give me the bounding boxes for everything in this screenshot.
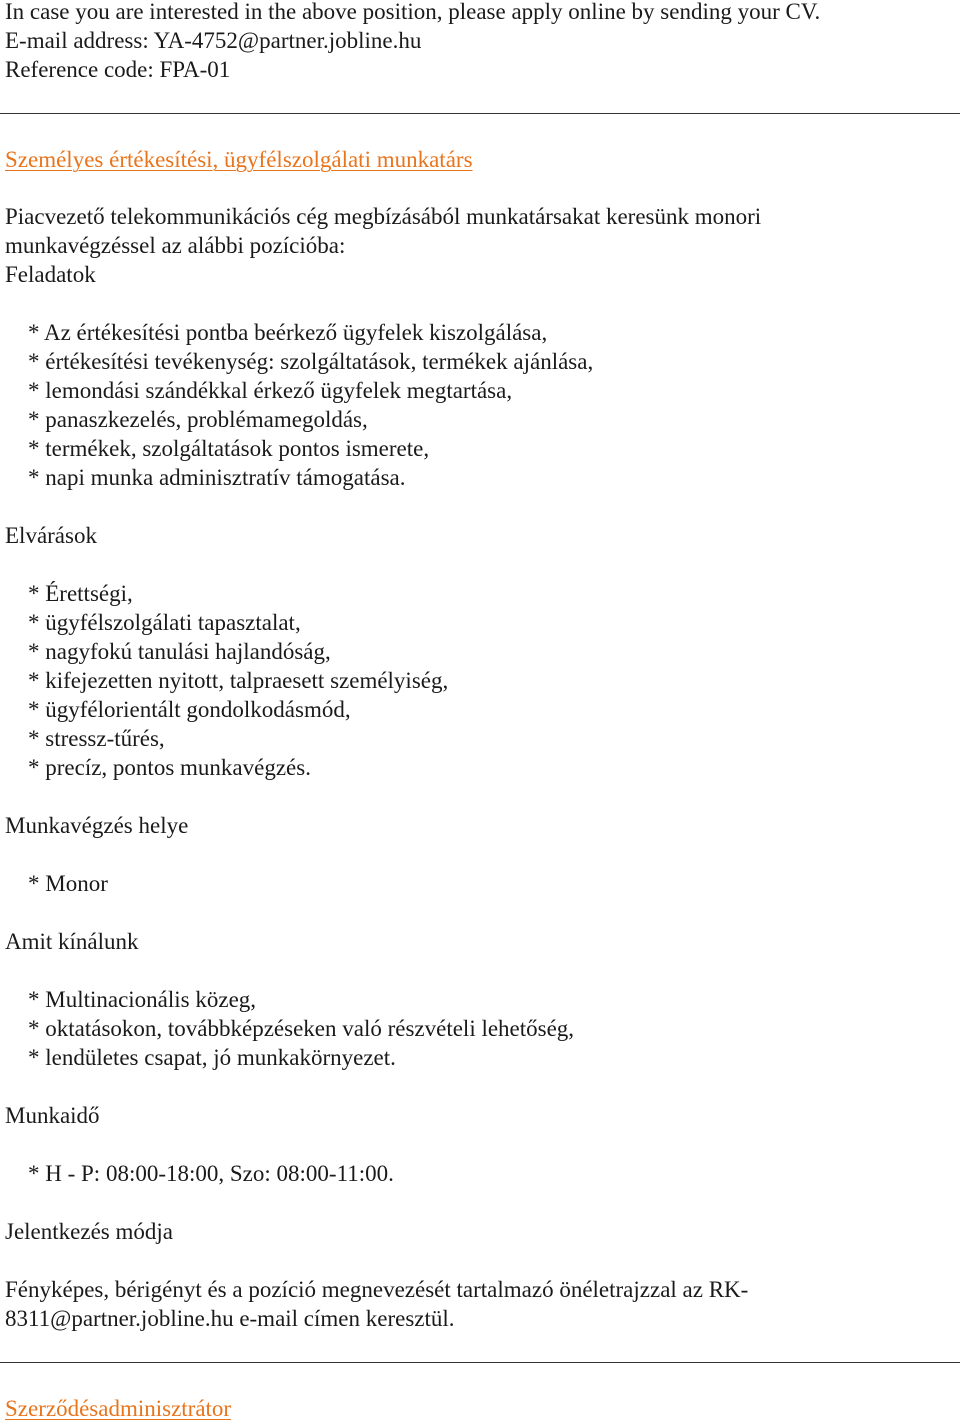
offer-heading: Amit kínálunk xyxy=(5,929,139,954)
location-heading: Munkavégzés helye xyxy=(5,813,189,838)
section-divider xyxy=(0,1362,960,1363)
job-title-link[interactable]: Személyes értékesítési, ügyfélszolgálati munkatárs xyxy=(5,147,473,172)
hours-heading: Munkaidő xyxy=(5,1103,100,1128)
tasks-heading: Feladatok xyxy=(5,262,96,287)
task-item: * napi munka adminisztratív támogatása. xyxy=(28,465,406,490)
intro-reference-code: Reference code: FPA-01 xyxy=(5,57,231,82)
requirement-item: * ügyfélorientált gondolkodásmód, xyxy=(28,697,351,722)
task-item: * lemondási szándékkal érkező ügyfelek megtartása, xyxy=(28,378,513,403)
task-item: * termékek, szolgáltatások pontos ismerete, xyxy=(28,436,430,461)
intro-apply-text: In case you are interested in the above position, please apply online by sending your CV. xyxy=(5,0,821,24)
requirement-item: * Érettségi, xyxy=(28,581,133,606)
requirement-item: * stressz-tűrés, xyxy=(28,726,165,751)
task-item: * panaszkezelés, problémamegoldás, xyxy=(28,407,368,432)
offer-item: * oktatásokon, továbbképzéseken való részvételi lehetőség, xyxy=(28,1016,575,1041)
offer-item: * lendületes csapat, jó munkakörnyezet. xyxy=(28,1045,396,1070)
requirement-item: * nagyfokú tanulási hajlandóság, xyxy=(28,639,331,664)
job-description: munkavégzéssel az alábbi pozícióba: xyxy=(5,233,346,258)
requirement-item: * precíz, pontos munkavégzés. xyxy=(28,755,311,780)
task-item: * Az értékesítési pontba beérkező ügyfelek kiszolgálása, xyxy=(28,320,548,345)
hours-item: * H - P: 08:00-18:00, Szo: 08:00-11:00. xyxy=(28,1161,394,1186)
section-divider xyxy=(0,113,960,114)
requirement-item: * ügyfélszolgálati tapasztalat, xyxy=(28,610,301,635)
offer-item: * Multinacionális közeg, xyxy=(28,987,257,1012)
apply-instructions: 8311@partner.jobline.hu e-mail címen keresztül. xyxy=(5,1306,455,1331)
requirement-item: * kifejezetten nyitott, talpraesett személyiség, xyxy=(28,668,449,693)
job-description: Piacvezető telekommunikációs cég megbízásából munkatársakat keresünk monori xyxy=(5,204,762,229)
location-item: * Monor xyxy=(28,871,108,896)
next-job-title-link[interactable]: Szerződésadminisztrátor xyxy=(5,1396,232,1421)
requirements-heading: Elvárások xyxy=(5,523,97,548)
apply-heading: Jelentkezés módja xyxy=(5,1219,173,1244)
intro-email-text: E-mail address: YA-4752@partner.jobline.hu xyxy=(5,28,422,53)
task-item: * értékesítési tevékenység: szolgáltatások, termékek ajánlása, xyxy=(28,349,594,374)
apply-instructions: Fényképes, bérigényt és a pozíció megnevezését tartalmazó önéletrajzzal az RK- xyxy=(5,1277,749,1302)
